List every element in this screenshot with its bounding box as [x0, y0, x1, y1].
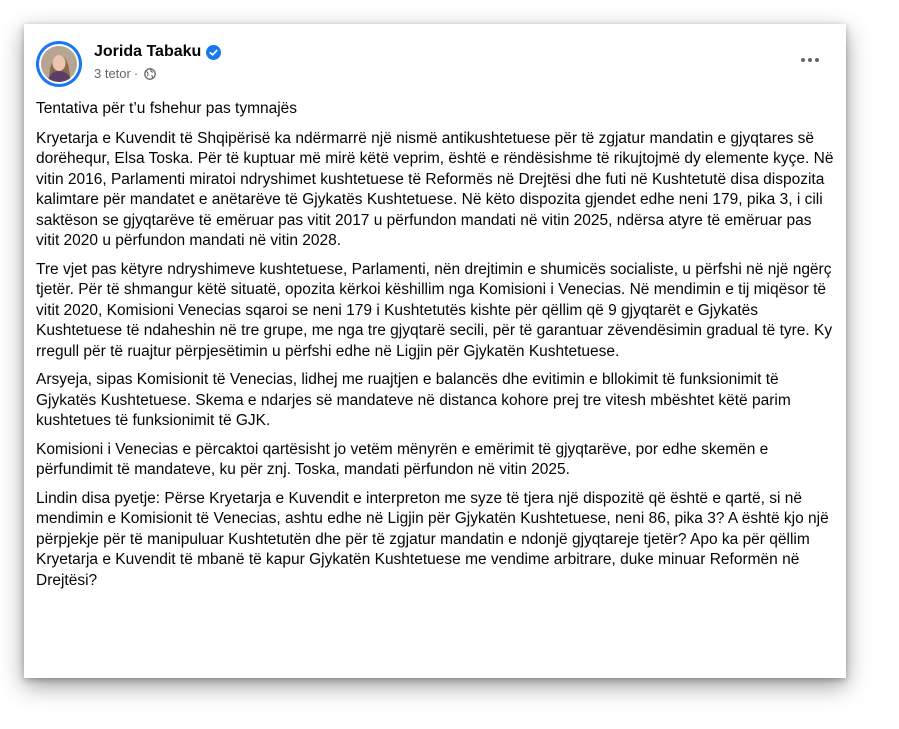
- post-date[interactable]: 3 tetor: [94, 66, 131, 81]
- author-name[interactable]: Jorida Tabaku: [94, 43, 202, 60]
- more-options-icon[interactable]: [792, 48, 828, 72]
- post-paragraph: Komisioni i Venecias e përcaktoi qartësisht jo vetëm mënyrën e emërimit të gjyqtarëve, por edhe skemën e përfundimit të mandateve, ku për znj. Toska, mandati përfundon në vitin 2025.: [36, 440, 769, 478]
- post-paragraph: Lindin disa pyetje: Përse Kryetarja e Kuvendit e interpreton me syze të tjera një dispozitë që është e qartë, si në mendimin e Komisionit të Venecias, ashtu edhe në Ligjin për Gjykatën Kushtetuese, neni 86, pika 3? A është kjo një përpjekje për të manipuluar Kushtetutën dhe për të zgjatur mandatin e ndonjë gjyqtareje tjetër? Apo ka për qëllim Kryetarja e Kuvendit të mbanë të kapur Gjykatën Kushtetuese me vendime arbitrare, duke minuar Reformën në Drejtësi?: [36, 489, 829, 589]
- avatar-photo: [41, 46, 77, 82]
- post-header: [24, 24, 846, 94]
- author-avatar[interactable]: [36, 41, 82, 87]
- post-paragraph: Arsyeja, sipas Komisionit të Venecias, lidhej me ruajtjen e balancës dhe evitimin e bllokimit të funksionimit të Gjykatës Kushtetuese. Skema e ndarjes së mandateve në distanca kohore prej tre vitesh mbështet këtë parim kushtetues të funksionimit të GJK.: [36, 371, 791, 429]
- verified-badge-icon: [206, 45, 221, 60]
- globe-icon[interactable]: [144, 68, 156, 80]
- post-paragraph: Kryetarja e Kuvendit të Shqipërisë ka ndërmarrë një nismë antikushtetuese për të zgjatur mandatin e gjyqtares së dorëhequr, Elsa Toska. Për të kuptuar më mirë këtë veprim, është e rëndësishme të rikujtojmë dy elemente kyçe. Në vitin 2016, Parlamenti miratoi ndryshimet kushtetuese të Reformës në Drejtësi dhe futi në Kushtetutë disa dispozita kalimtare për mandatet e anëtarëve të Gjykatës Kushtetuese. Në këto dispozita gjendet edhe neni 179, pika 3, i cili saktëson se gjyqtarëve të emëruar pas vitit 2017 u përfundon mandati në vitin 2025, ndërsa atyre të emëruar pas vitit 2020 u përfundon mandati në vitin 2028.: [36, 129, 834, 249]
- post-headline: Tentativa për t’u fshehur pas tymnajës: [36, 100, 298, 117]
- post-card: [24, 24, 846, 678]
- meta-separator: ·: [133, 66, 139, 81]
- post-paragraph: Tre vjet pas këtyre ndryshimeve kushtetuese, Parlamenti, nën drejtimin e shumicës socialiste, u përfshi në një ngërç tjetër. Për të shmangur këtë situatë, opozita kërkoi këshillim nga Komisioni i Venecias. Në mendimin e tij miqësor të vitit 2020, Komisioni Venecias sqaroi se neni 179 i Kushtetutës kishte për qëllim që 9 gjyqtarët e Gjykatës Kushtetuese të ndaheshin në tre grupe, me nga tre gjyqtarë secili, për të garantuar zëvendësimin gradual të tyre. Ky rregull për të ruajtur përpjesëtimin u përfshi edhe në Ligjin për Gjykatën Kushtetuese.: [36, 260, 833, 360]
- post-meta: [94, 66, 156, 81]
- post-text: [36, 99, 836, 599]
